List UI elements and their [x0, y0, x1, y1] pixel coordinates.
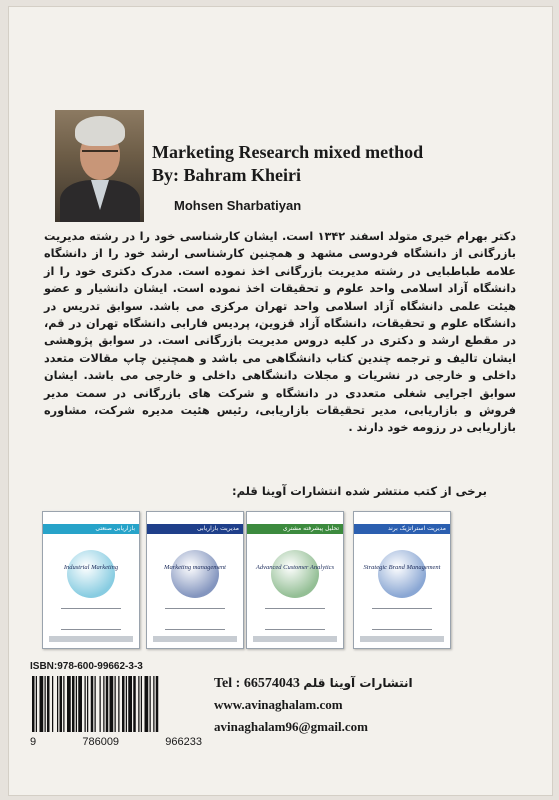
publisher-website: www.avinaghalam.com — [214, 697, 343, 712]
book-cover-title: Strategic Brand Management — [363, 564, 441, 571]
barcode-digit-lead: 9 — [30, 736, 37, 748]
publisher-phone — [214, 676, 413, 692]
publisher-email: avinaghalam96@gmail.com — [214, 719, 369, 734]
book-emblem — [378, 550, 426, 598]
book-cover-marketing-management — [146, 511, 244, 649]
barcode-digit-group-1: 786009 — [82, 736, 120, 748]
book-band: تحلیل پیشرفته مشتری — [247, 524, 343, 534]
book-emblem — [271, 550, 319, 598]
book-cover-title: Industrial Marketing — [63, 564, 119, 571]
book-band: بازاریابی صنعتی — [43, 524, 139, 534]
barcode-digit-group-2: 966233 — [165, 736, 202, 748]
book-cover-industrial-marketing — [42, 511, 140, 649]
book-cover-brand-management — [353, 511, 451, 649]
book-band: مدیریت بازاریابی — [147, 524, 243, 534]
book-title: Marketing Research mixed method — [152, 142, 424, 162]
barcode-digits — [30, 736, 202, 748]
publisher-name: انتشارات آوینا قلم — [303, 676, 413, 690]
phone-number: Tel : 66574043 — [214, 676, 300, 691]
isbn-label: ISBN:978-600-99662-3-3 — [30, 661, 143, 672]
published-books-heading: برخی از کتب منتشر شده انتشارات آوینا قلم: — [232, 484, 487, 498]
book-cover-customer-analytics — [246, 511, 344, 649]
author-photo — [55, 110, 144, 222]
book-emblem — [67, 550, 115, 598]
book-band: مدیریت استراتژیک برند — [354, 524, 450, 534]
book-emblem — [171, 550, 219, 598]
book-cover-title: Advanced Customer Analytics — [255, 564, 335, 571]
barcode-graphic — [30, 676, 202, 732]
author-biography: دکتر بهرام خیری متولد اسفند ۱۳۴۲ است. ایشان کارشناسی خود را در رشته مدیریت بازرگانی از دانشگاه فردوسی مشهد و همچنین کارشناسی ارشد خود را از دانشگاه علامه طباطبایی در رشته مدیریت بازرگانی اخذ نموده است. مدرک دکتری خود را از دانشگاه آزاد اسلامی واحد علوم و تحقیقات اخذ نموده است. ایشان دانشیار و عضو هیئت علمی دانشگاه آزاد اسلامی واحد تهران مرکزی می باشد. سوابق تدریس در دانشگاه علوم و تحقیقات، دانشگاه آزاد قزوین، پردیس فارابی دانشگاه تهران در قم، در مقطع ارشد و دکتری در کلیه دروس مدیریت بازرگانی است. در سوابق پژوهشی ایشان تالیف و ترجمه چندین کتاب دانشگاهی می باشد و همچنین چاپ مقالات متعدد داخلی و خارجی در نشریات و مجلات دانشگاهی داخلی و خارجی می باشد. ایشان سوابق اجرایی شغلی متعددی در دانشگاه و شرکت های بازرگانی در سمت مدیر فروش و بازاریابی، مدیر تحقیقات بازاریابی، رئیس هئیت مدیره شرکت، مشاوره بازاریابی در رزومه خود دارند . — [44, 230, 516, 435]
coauthor-name: Mohsen Sharbatiyan — [174, 198, 302, 213]
author-byline: By: Bahram Kheiri — [152, 165, 301, 185]
book-cover-title: Marketing management — [164, 564, 226, 571]
